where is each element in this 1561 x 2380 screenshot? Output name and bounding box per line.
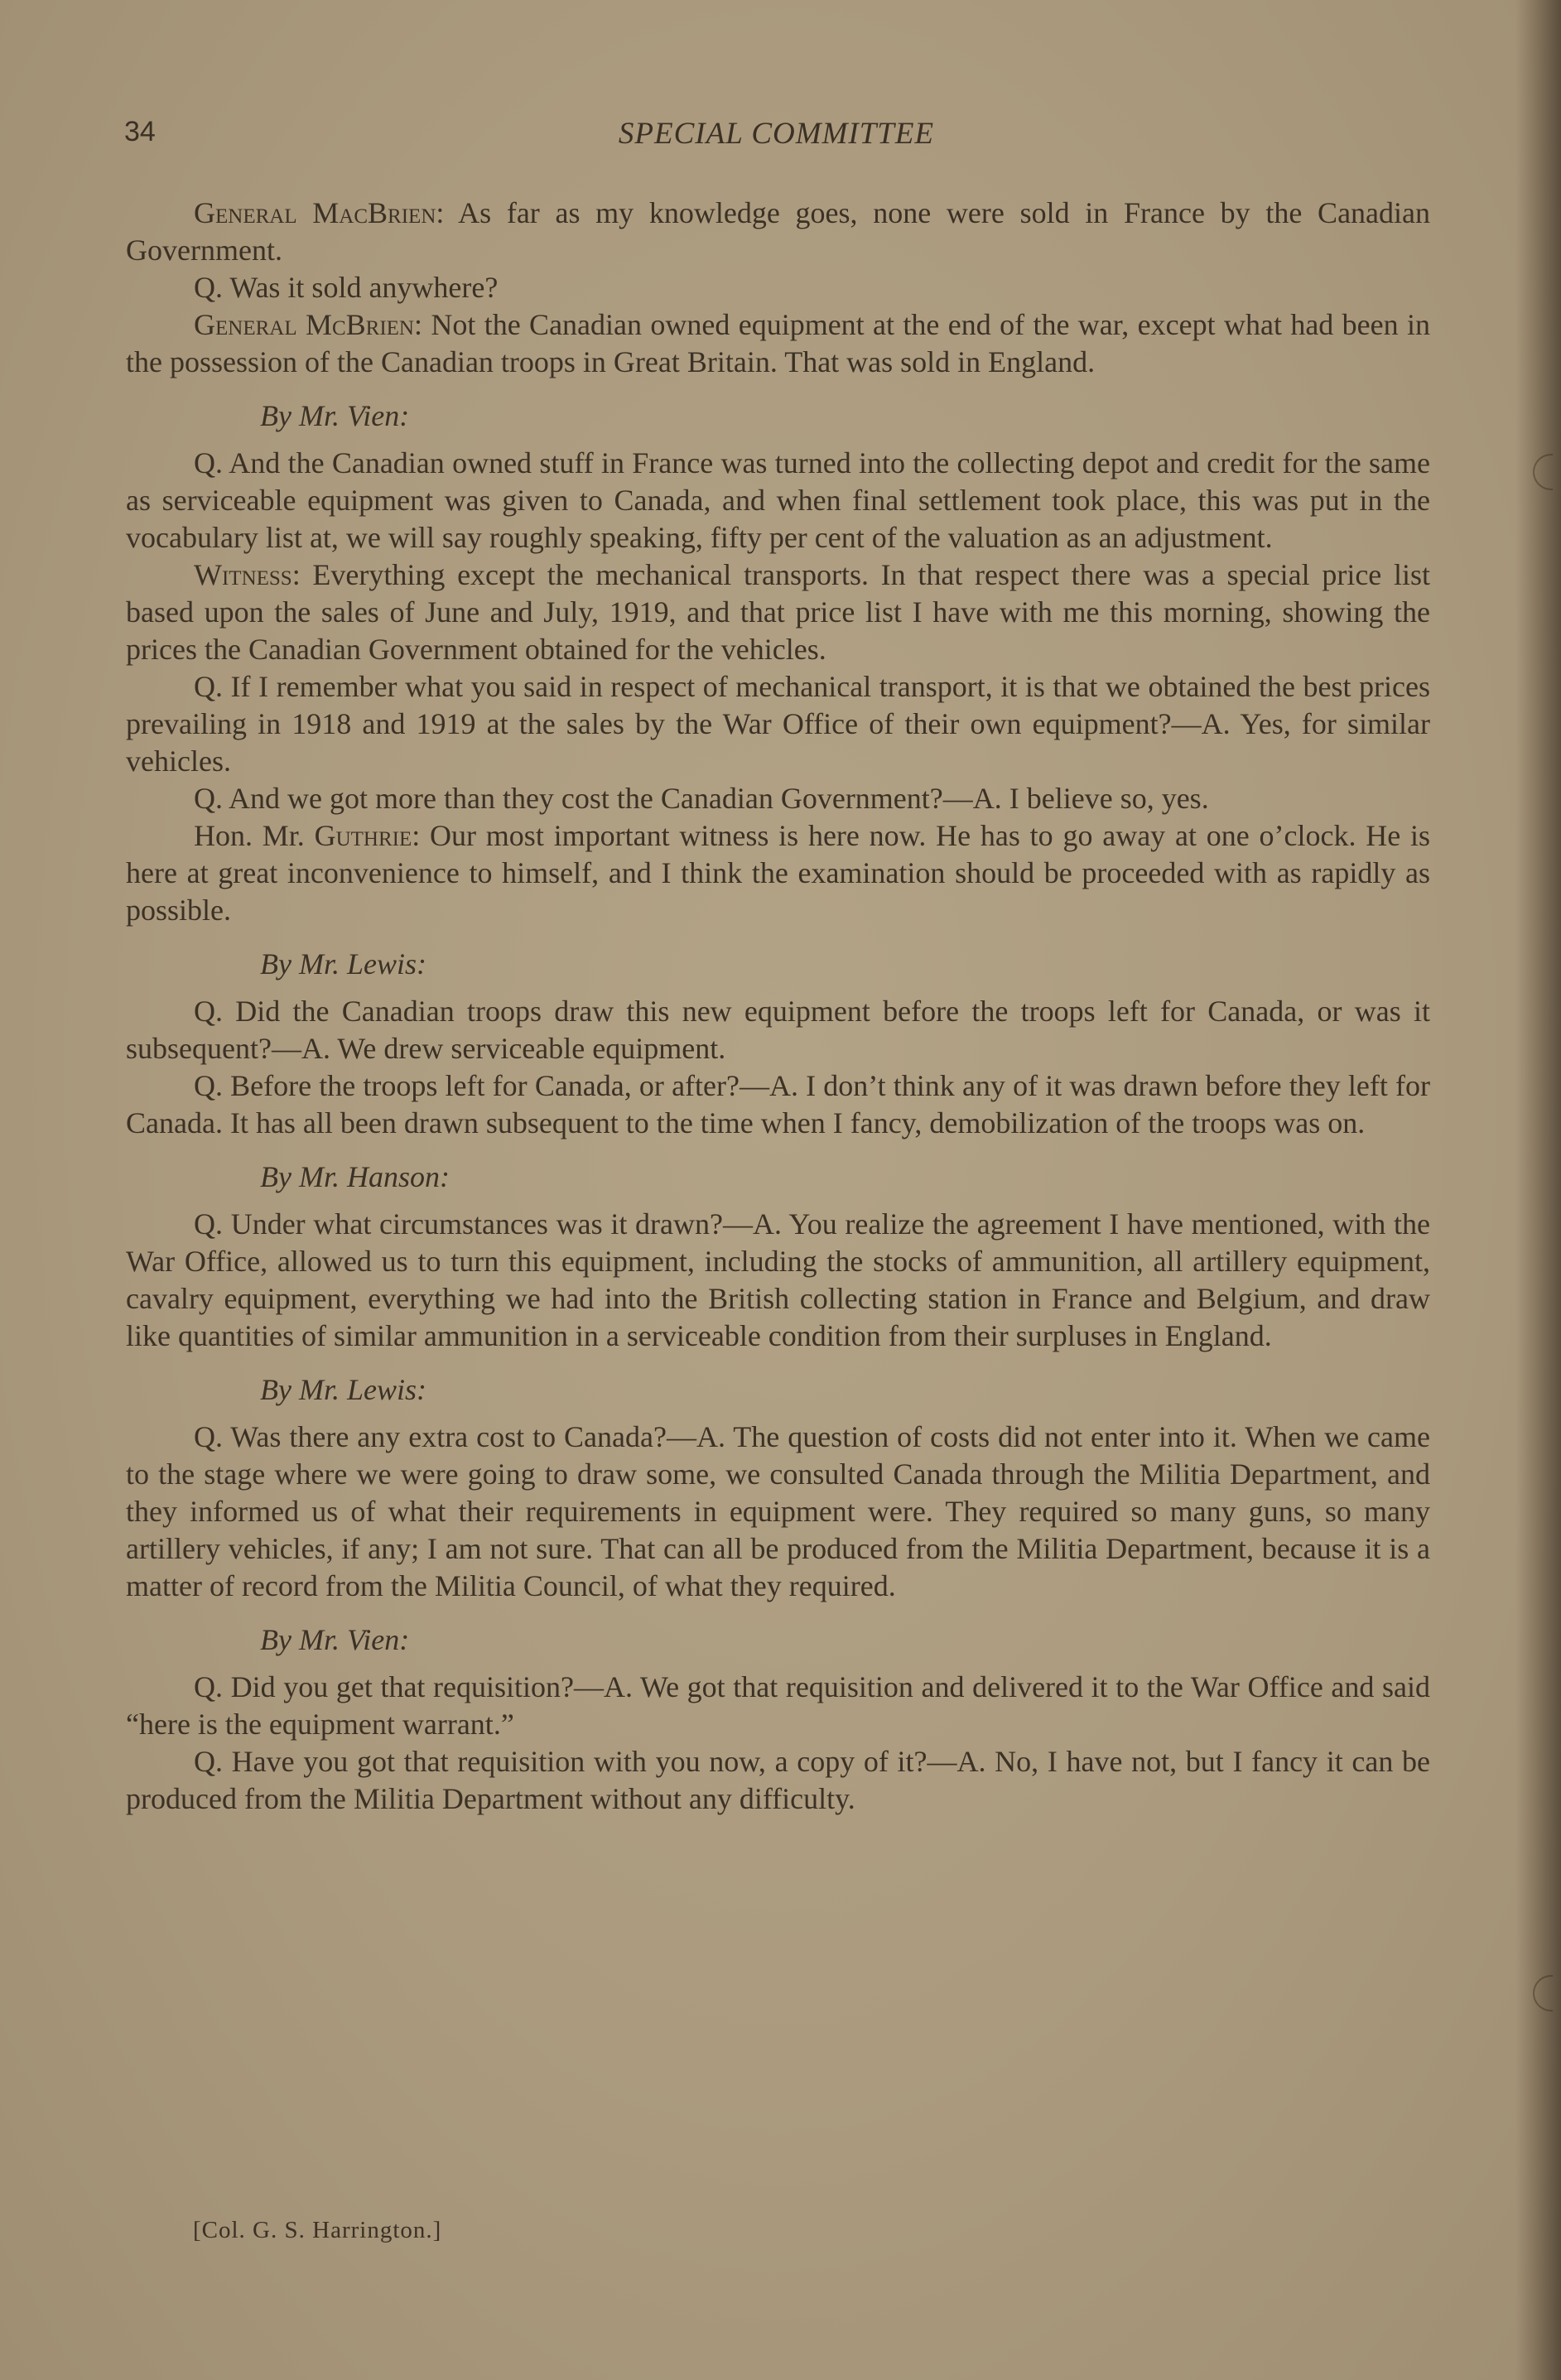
- speaker-paragraph: [126, 556, 1430, 668]
- question-answer-paragraph: Q. Was there any extra cost to Canada?—A. The question of costs did not enter into it. When we came to the stage where we were going to draw some, we consulted Canada through the Militia Department, and they informed us of what their requirements in equipment were. They required so many guns, so many artillery vehicles, if any; I am not sure. That can all be produced from the Militia Department, because it is a matter of record from the Militia Council, of what they required.: [126, 1420, 1430, 1602]
- examiner-heading: By Mr. Vien:: [260, 399, 410, 432]
- speaker-paragraph: [126, 306, 1430, 381]
- speech-text: Everything except the mechanical transports. In that respect there was a special price list based upon the sales of June and July, 1919, and that price list I have with me this morning, showing the prices the Canadian Government obtained for the vehicles.: [126, 558, 1430, 666]
- speaker-paragraph: [126, 817, 1430, 929]
- speech-text: As far as my knowledge goes, none were sold in France by the Canadian Government.: [126, 196, 1431, 267]
- question-answer-paragraph: Q. Did the Canadian troops draw this new equipment before the troops left for Canada, or was it subsequent?—A. We drew serviceable equipment.: [126, 995, 1430, 1065]
- speaker-paragraph: [126, 195, 1430, 269]
- transcript-body: [126, 195, 1430, 1818]
- question-answer-paragraph: Q. And the Canadian owned stuff in France was turned into the collecting depot and credit for the same as serviceable equipment was given to Canada, and when final settlement took place, this was put in the vocabulary list at, we will say roughly speaking, fifty per cent of the valuation as an adjustment.: [126, 446, 1430, 554]
- question-answer-paragraph: Q. Before the troops left for Canada, or after?—A. I don’t think any of it was drawn before they left for Canada. It has all been drawn subsequent to the time when I fancy, demobilization of the troops was on.: [126, 1069, 1430, 1139]
- page-header: [124, 116, 1429, 157]
- question-answer-paragraph: Q. Under what circumstances was it drawn?—A. You realize the agreement I have mentioned, with the War Office, allowed us to turn this equipment, including the stocks of ammunition, all artillery equipment, cavalry equipment, everything we had into the British collecting station in France and Belgium, and draw like quantities of similar ammunition in a serviceable condition from their surpluses in England.: [126, 1207, 1430, 1352]
- question-answer-paragraph: Q. Did you get that requisition?—A. We got that requisition and delivered it to the War Office and said “here is the equipment warrant.”: [126, 1670, 1430, 1741]
- question-answer-paragraph: Q. Was it sold anywhere?: [194, 271, 499, 304]
- speech-text: Not the Canadian owned equipment at the end of the war, except what had been in the possession of the Canadian troops in Great Britain. That was sold in England.: [126, 308, 1430, 378]
- speaker-name: General MacBrien:: [194, 196, 445, 229]
- binding-edge-shadow: [1515, 0, 1561, 2380]
- speaker-name: Guthrie:: [314, 819, 421, 852]
- speaker-name: Witness:: [194, 558, 301, 591]
- speaker-title: Hon. Mr.: [194, 819, 315, 852]
- question-answer-paragraph: Q. And we got more than they cost the Canadian Government?—A. I believe so, yes.: [194, 782, 1209, 815]
- examiner-heading: By Mr. Lewis:: [260, 1373, 426, 1406]
- question-answer-paragraph: Q. If I remember what you said in respect of mechanical transport, it is that we obtained the best prices prevailing in 1918 and 1919 at the sales by the War Office of their own equipment?—A. Yes, for similar vehicles.: [126, 670, 1430, 778]
- examiner-heading: By Mr. Lewis:: [260, 947, 426, 980]
- speaker-name: General McBrien:: [194, 308, 422, 341]
- examiner-heading: By Mr. Hanson:: [260, 1160, 450, 1193]
- speech-text: Our most important witness is here now. He has to go away at one o’clock. He is here at great inconvenience to himself, and I think the examination should be proceeded with as rapidly as possible.: [126, 819, 1430, 927]
- witness-reference: [Col. G. S. Harrington.]: [193, 2217, 442, 2243]
- examiner-heading: By Mr. Vien:: [260, 1623, 410, 1656]
- page-number: 34: [124, 116, 156, 147]
- question-answer-paragraph: Q. Have you got that requisition with you now, a copy of it?—A. No, I have not, but I fancy it can be produced from the Militia Department without any difficulty.: [126, 1745, 1430, 1815]
- running-head: SPECIAL COMMITTEE: [618, 117, 935, 151]
